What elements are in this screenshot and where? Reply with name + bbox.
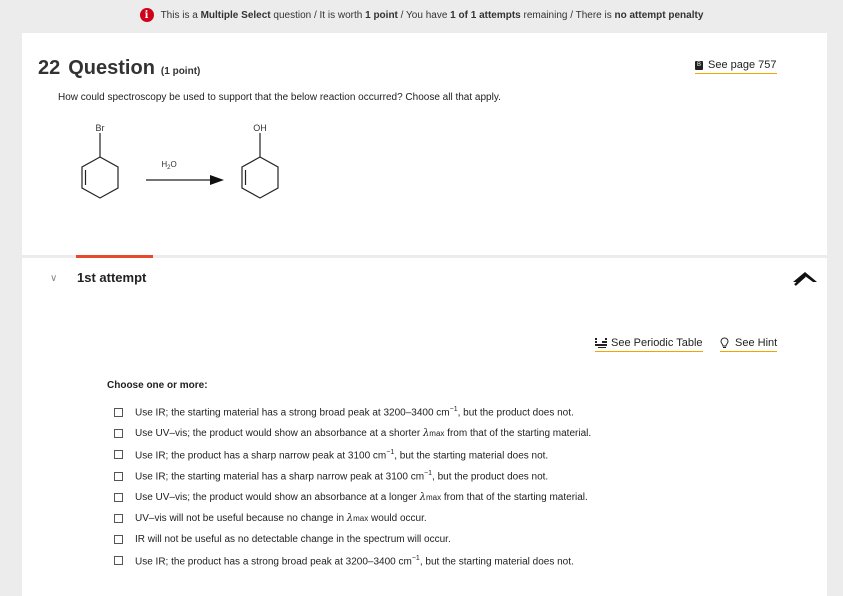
question-prompt: How could spectroscopy be used to support that the below reaction occurred? Choose all that apply. <box>58 92 501 103</box>
reagent-label: $H_2O$ <box>161 160 177 171</box>
answer-options <box>114 402 591 572</box>
option-checkbox[interactable] <box>114 450 123 459</box>
book-icon: B <box>696 62 701 68</box>
lightbulb-icon <box>720 337 729 349</box>
option-checkbox[interactable] <box>114 535 123 544</box>
info-icon: i <box>140 8 154 22</box>
answer-option[interactable] <box>114 550 591 571</box>
question-info-banner <box>0 0 843 30</box>
option-checkbox[interactable] <box>114 493 123 502</box>
question-number: 22 <box>38 57 61 79</box>
see-hint-label: See Hint <box>735 337 778 349</box>
periodic-table-link[interactable] <box>595 337 703 352</box>
option-text: Use IR; the starting material has a strong broad peak at 3200–3400 $cm^{-1}$, but the product does not. <box>135 406 574 419</box>
reactant-label: Br <box>95 123 105 133</box>
attempt-panel <box>22 258 827 596</box>
option-text: IR will not be useful as no detectable change in the spectrum will occur. <box>135 534 451 546</box>
question-points: (1 point) <box>160 66 201 77</box>
question-card <box>22 33 827 255</box>
product-label: OH <box>253 123 267 133</box>
answer-option[interactable] <box>114 444 591 465</box>
option-text: Use IR; the product has a strong broad peak at 3200–3400 $cm^{-1}$, but the starting material does not. <box>135 554 574 568</box>
question-word: Question <box>68 57 155 79</box>
attempt-label[interactable]: 1st attempt <box>77 270 147 285</box>
collapse-pin-icon[interactable] <box>792 270 818 288</box>
answer-option[interactable] <box>114 423 591 444</box>
option-text: Use UV–vis; the product would show an absorbance at a longer λmax from that of the starting material. <box>135 491 588 503</box>
periodic-table-label: See Periodic Table <box>611 337 703 349</box>
option-text: Use IR; the product has a sharp narrow peak at 3100 $cm^{-1}$, but the starting material does not. <box>135 448 549 462</box>
product-molecule <box>242 133 278 198</box>
answer-option[interactable] <box>114 508 591 529</box>
option-checkbox[interactable] <box>114 429 123 438</box>
attempt-tab-indicator <box>76 255 153 258</box>
banner-text: This is a Multiple Select question / It is worth 1 point / You have 1 of 1 attempts remaining / There is no attempt penalty <box>160 9 704 21</box>
answer-option[interactable] <box>114 487 591 508</box>
option-checkbox[interactable] <box>114 556 123 565</box>
answer-option[interactable] <box>114 466 591 487</box>
option-checkbox[interactable] <box>114 514 123 523</box>
periodic-table-icon <box>595 338 607 348</box>
option-text: UV–vis will not be useful because no change in λmax would occur. <box>135 513 427 525</box>
reaction-scheme <box>62 118 302 213</box>
see-page-label: See page 757 <box>708 59 777 71</box>
reactant-molecule <box>82 133 118 198</box>
see-page-link[interactable] <box>695 59 777 74</box>
see-hint-link[interactable] <box>720 337 777 352</box>
answer-option[interactable] <box>114 529 591 550</box>
option-text: Use UV–vis; the product would show an absorbance at a shorter λmax from that of the starting material. <box>135 428 592 440</box>
reaction-arrow <box>146 175 224 185</box>
option-text: Use IR; the starting material has a sharp narrow peak at 3100 $cm^{-1}$, but the product does not. <box>135 469 549 483</box>
chevron-down-icon[interactable]: ∨ <box>50 273 58 284</box>
answer-option[interactable] <box>114 402 591 423</box>
option-checkbox[interactable] <box>114 408 123 417</box>
choose-instruction: Choose one or more: <box>107 380 208 391</box>
question-title <box>38 57 200 80</box>
option-checkbox[interactable] <box>114 472 123 481</box>
